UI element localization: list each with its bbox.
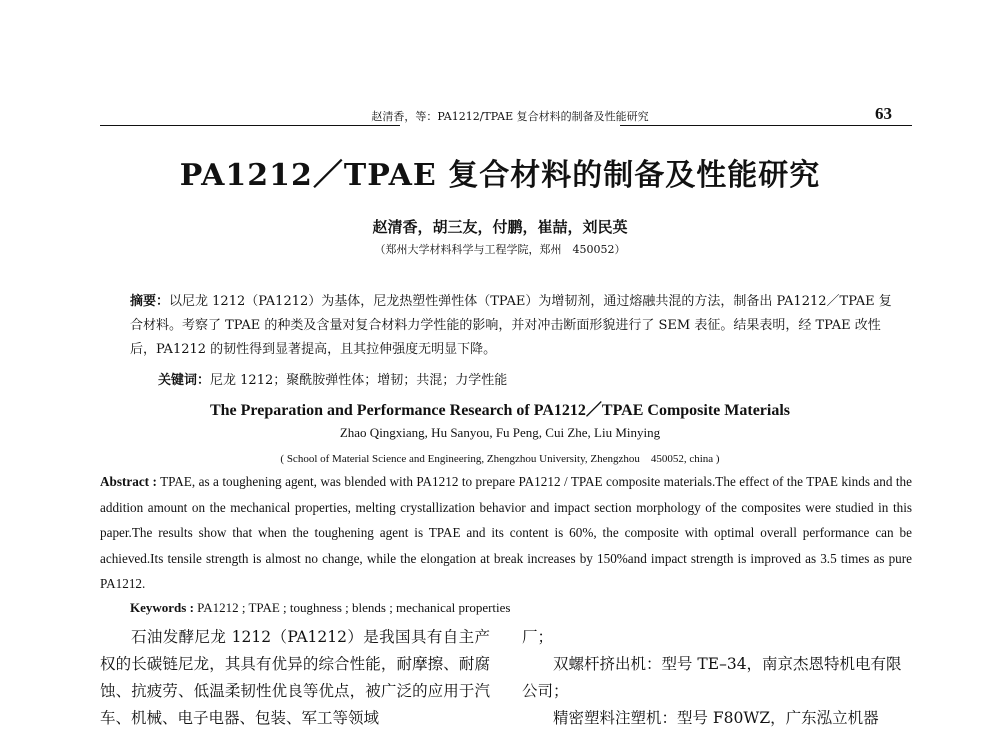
- abstract-cn: [130, 290, 900, 362]
- paper-title-en: The Preparation and Performance Research of PA1212／TPAE Composite Materials: [209, 402, 791, 419]
- keywords-en-text: PA1212 ; TPAE ; toughness ; blends ; mechanical properties: [193, 600, 511, 615]
- abstract-cn-text: 以尼龙 1212（PA1212）为基体，尼龙热塑性弹性体（TPAE）为增韧剂，通过熔融共混的方法，制备出 PA1212／TPAE 复合材料。考察了 TPAE 的种类及含量对复合材料力学性能的影响，并对冲击断面形貌进行了 SEM 表征。结果表明，经 TPAE 改性后，PA1212 的韧性得到显著提高，且其拉伸强度无明显下降。: [130, 294, 892, 357]
- keywords-en: [130, 600, 910, 616]
- abstract-en-text: TPAE, as a toughening agent, was blended with PA1212 to prepare PA1212 / TPAE composite materials.The effect of the TPAE kinds and the addition amount on the mechanical properties, melting crystallization behavior and impact section morphology of the composites were studied in this paper.The results show that when the toughening agent is TPAE and its content is 60%, the composite with optimal overall performance can be achieved.Its tensile strength is almost no change, while the elongation at break increases by 150%and impact strength is improved as 3.5 times as pure PA1212.: [100, 474, 912, 591]
- abstract-cn-label: 摘要：: [130, 294, 170, 309]
- abstract-en-label: Abstract :: [100, 474, 157, 489]
- running-header: 赵清香，等：PA1212/TPAE 复合材料的制备及性能研究: [371, 110, 649, 123]
- keywords-en-label: Keywords :: [130, 600, 194, 615]
- authors-cn: 赵清香，胡三友，付鹏，崔喆，刘民英: [372, 218, 628, 236]
- body-right-para3: 精密塑料注塑机：型号 F80WZ，广东泓立机器: [553, 709, 879, 727]
- body-right-para2: 双螺杆挤出机：型号 TE–34，南京杰恩特机电有限公司；: [522, 655, 902, 700]
- keywords-cn-text: 尼龙 1212；聚酰胺弹性体；增韧；共混；力学性能: [210, 373, 508, 388]
- header-rule-right: [620, 125, 912, 126]
- keywords-cn: [158, 369, 898, 388]
- affiliation-en: ( School of Material Science and Engineering, Zhengzhou University, Zhengzhou 450052, china ): [280, 453, 720, 465]
- keywords-cn-label: 关键词：: [158, 373, 211, 388]
- body-text-right-column: [522, 624, 912, 732]
- abstract-en: [100, 469, 912, 597]
- body-right-line1: 厂；: [522, 628, 554, 646]
- affiliation-cn: （郑州大学材料科学与工程学院，郑州 450052）: [374, 243, 626, 256]
- body-text-left-column: 石油发酵尼龙 1212（PA1212）是我国具有自主产权的长碳链尼龙，其具有优异的综合性能，耐摩擦、耐腐蚀、抗疲劳、低温柔韧性优良等优点，被广泛的应用于汽车、机械、电子电器、包装、军工等领域: [100, 628, 490, 727]
- header-rule-left: [100, 125, 400, 126]
- paper-title-cn: PA1212／TPAE 复合材料的制备及性能研究: [179, 158, 821, 193]
- page-number: 63: [875, 104, 892, 123]
- authors-en: Zhao Qingxiang, Hu Sanyou, Fu Peng, Cui Zhe, Liu Minying: [339, 425, 661, 440]
